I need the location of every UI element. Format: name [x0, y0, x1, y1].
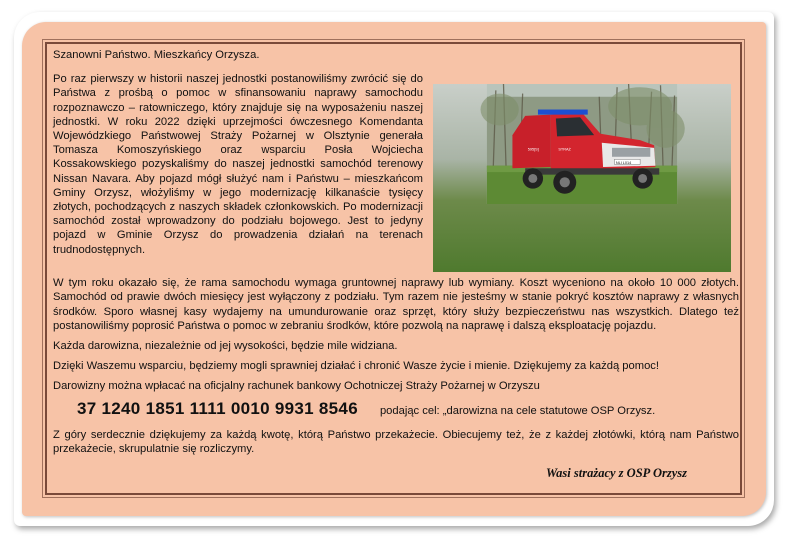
paragraph-3: Dzięki Waszemu wsparciu, będziemy mogli sprawniej działać i chronić Wasze życie i mienie. Dziękujemy za każdą pomoc! [53, 360, 659, 373]
signature: Wasi strażacy z OSP Orzysz [546, 466, 687, 481]
truck-number: 595[S] [527, 147, 539, 152]
paragraph-1-continued: W tym roku okazało się, że rama samochodu wymaga gruntownej naprawy lub wymiany. Koszt wyceniono na około 10 000 złotych. Samochód od prawie dwóch miesięcy jest wyłączony z podziału. Tym razem nie jesteśmy w stanie pokryć kosztów naprawy z własnych środków. Sporo własnej kasy wydajemy na umundurowanie oraz sprzęt, który służy bezpieczeństwu nas wszystkich. Dlatego też postanowiliśmy poprosić Państwa o pomoc w zebraniu środków, które pozwolą na naprawę i dalszą eksploatację pojazdu. [53, 277, 739, 332]
paragraph-1: Po raz pierwszy w historii naszej jednostki postanowiliśmy zwrócić się do Państwa z prośbą o pomoc w sfinansowaniu naprawy samochodu rozpoznawczo – ratowniczego, który znajduje się na wyposażeniu naszej jednostki. W roku 2022 dzięki uprzejmości ówczesnego Komendanta Wojewódzkiego Państwowej Straży Pożarnej w Olsztynie generała Tomasza Komoszyńskiego oraz wsparciu Posła Wojciecha Kossakowskiego pozyskaliśmy do naszej jednostki samochód terenowy Nissan Navara. Aby pojazd mógł służyć nam i Państwu – mieszkańcom Gminy Orzysz, włożyliśmy w jego modernizację kilkanaście tysięcy złotych, pochodzących z naszych składek członkowskich. Po modernizacji samochód został wprowadzony do podziału bojowego. Jest to jedyny pojazd w Gminie Orzysz do prowadzenia działań na terenach trudnodostępnych. [53, 73, 423, 256]
fire-truck-photo [433, 84, 731, 272]
bank-account-number: 37 1240 1851 1111 0010 9931 8546 [77, 398, 358, 418]
bank-account-note: podając cel: „darowizna na cele statutowe OSP Orzysz. [379, 404, 656, 417]
greeting: Szanowni Państwo. Mieszkańcy Orzysza. [53, 49, 260, 61]
letter-content [53, 48, 739, 480]
paragraph-2: Każda darowizna, niezależnie od jej wysokości, będzie mile widziana. [53, 340, 398, 353]
photo-illustration [433, 84, 731, 204]
bank-account-row [53, 398, 739, 418]
license-plate: NLI L014 [615, 160, 632, 165]
paragraph-5: Z góry serdecznie dziękujemy za każdą kwotę, którą Państwo przekażecie. Obiecujemy też, że z każdej złotówki, którą nam Państwo przekażecie, skrupulatnie się rozliczymy. [53, 428, 739, 456]
truck-door-text: STRAŻ [558, 147, 571, 152]
paragraph-4: Darowizny można wpłacać na oficjalny rachunek bankowy Ochotniczej Straży Pożarnej w Orzyszu [53, 380, 540, 393]
